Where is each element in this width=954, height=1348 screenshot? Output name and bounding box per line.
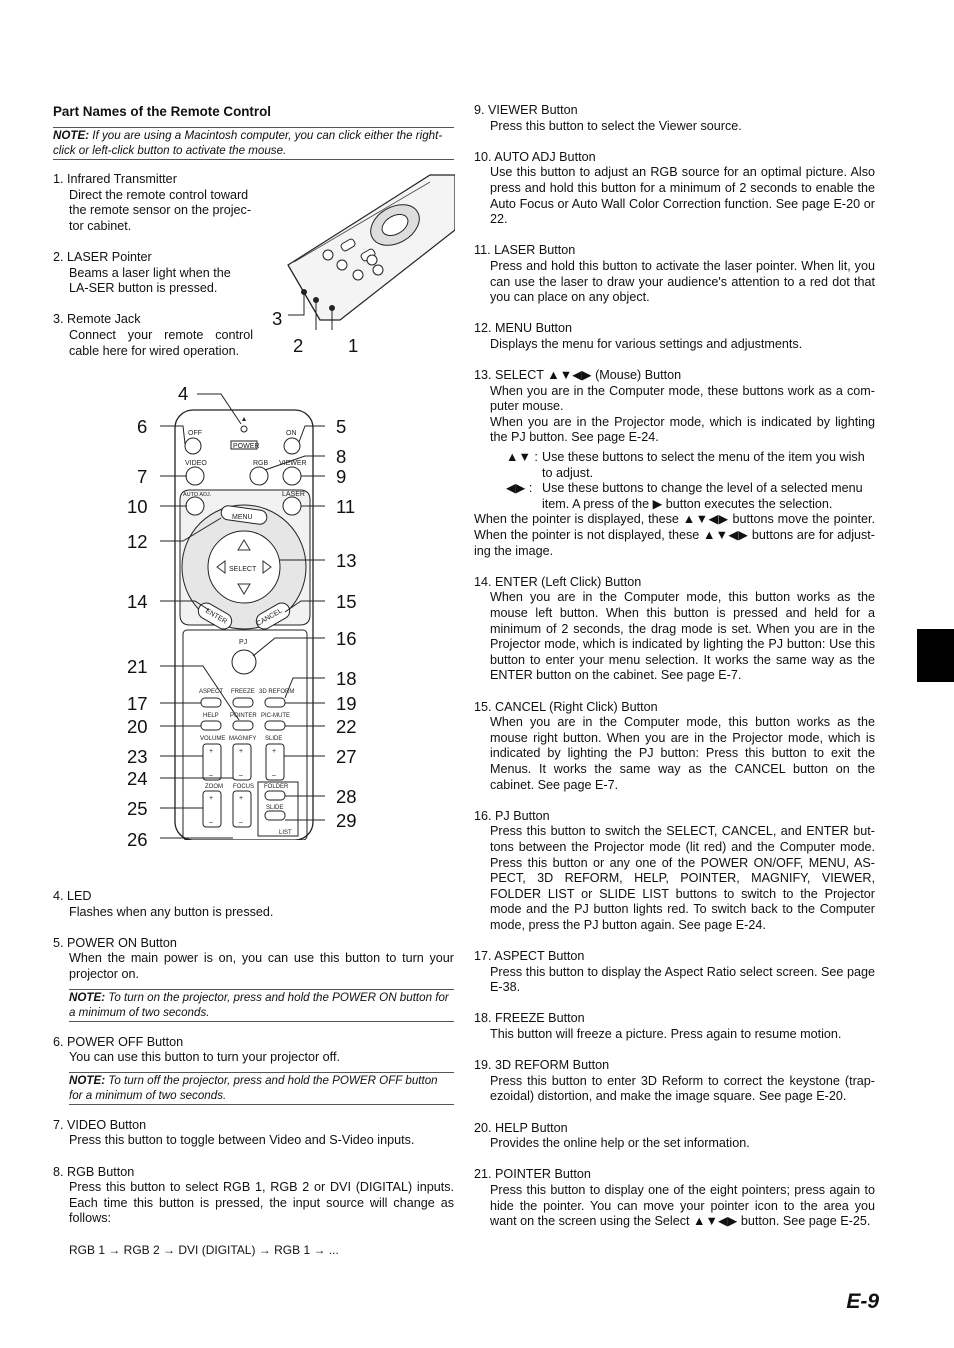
list-item bbox=[474, 1121, 875, 1152]
item-body: Press and hold this button to activate the laser pointer. When lit, you can use the laser to draw your audience's attention to a red dot that you can place on any object. bbox=[490, 258, 875, 305]
callout-2: 2 bbox=[293, 335, 304, 356]
item-body: Press this button to select RGB 1, RGB 2 or DVI (DIGITAL) inputs. Each time this button is pressed, the input source will change as follows: bbox=[69, 1180, 454, 1226]
list-item bbox=[474, 575, 875, 684]
list-item bbox=[474, 103, 875, 134]
item-body: Press this button to enter 3D Reform to correct the keystone (trap-ezoidal) distortion, and make the image square. See page E-20. bbox=[490, 1073, 875, 1104]
item-body: When you are in the Computer mode, this button works as the mouse right button. When you are in the Projector mode, which is indicated by lighting the PJ button: Press this button to exit the Menus. It works the same way as the CANCEL button on the cabinet. See page E-7. bbox=[490, 715, 875, 792]
sub-key: ▲▼ : bbox=[506, 450, 538, 465]
callout-10: 10 bbox=[127, 496, 148, 517]
section-tab bbox=[917, 629, 954, 682]
callout-7: 7 bbox=[137, 466, 148, 487]
remote-label-aspect: ASPECT bbox=[199, 689, 224, 695]
callout-24: 24 bbox=[127, 768, 148, 789]
item-body: Press this button to display one of the eight pointers; press again to hide the pointer. You can move your pointer icon to the area you want on the screen using the Select ▲▼◀▶ button. See page E-25. bbox=[490, 1182, 875, 1229]
list-item bbox=[53, 936, 454, 983]
list-item bbox=[474, 1011, 875, 1042]
part-list-right bbox=[474, 103, 875, 1245]
remote-label-off: OFF bbox=[188, 430, 202, 437]
callout-18: 18 bbox=[336, 668, 357, 689]
list-item bbox=[53, 1035, 454, 1066]
remote-label-zoom: ZOOM bbox=[205, 784, 223, 790]
plus-glyph: + bbox=[209, 795, 214, 802]
callout-26: 26 bbox=[127, 829, 148, 850]
remote-label-freeze: FREEZE bbox=[231, 689, 255, 695]
sub-text: Use these buttons to select the menu of the item you wish to adjust. bbox=[542, 450, 865, 480]
item-title: 20. HELP Button bbox=[474, 1120, 568, 1135]
callout-9: 9 bbox=[336, 466, 347, 487]
list-item bbox=[474, 1167, 875, 1229]
item-title: 15. CANCEL (Right Click) Button bbox=[474, 699, 658, 714]
remote-label-pointer: POINTER bbox=[230, 713, 257, 719]
minus-glyph: – bbox=[209, 819, 213, 826]
item-title: 9. VIEWER Button bbox=[474, 103, 578, 117]
list-item bbox=[53, 889, 454, 920]
item-title: 10. AUTO ADJ Button bbox=[474, 149, 596, 164]
item-title: 21. POINTER Button bbox=[474, 1167, 591, 1182]
section-heading: Part Names of the Remote Control bbox=[53, 104, 272, 119]
list-item bbox=[53, 1165, 454, 1227]
item-title: 14. ENTER (Left Click) Button bbox=[474, 574, 642, 589]
remote-label-viewer: VIEWER bbox=[279, 460, 307, 467]
callout-25: 25 bbox=[127, 798, 148, 819]
minus-glyph: – bbox=[239, 772, 243, 779]
page-number: E-9 bbox=[846, 1290, 879, 1313]
item-body: When you are in the Computer mode, this button works as the mouse left button. When this button is pressed and held for a minimum of 2 seconds, the drag mode is set. When you are in the Projector mode, which is indicated by lighting the PJ button: Use this button to enter your menu selection. It works the same way as the ENTER button on the cabinet. See page E-7. bbox=[490, 590, 875, 683]
callout-20: 20 bbox=[127, 716, 148, 737]
rgb-sequence: RGB 1 → RGB 2 → DVI (DIGITAL) → RGB 1 → ... bbox=[69, 1242, 339, 1257]
item-body: When the pointer is displayed, these ▲▼◀▶ buttons move the pointer. When the pointer is not displayed, these ▲▼◀▶ buttons are for adjust-ing the image. bbox=[474, 512, 875, 558]
note-text: If you are using a Macintosh computer, you can click either the right-click or left-click button to activate the mouse. bbox=[53, 129, 443, 157]
callout-29: 29 bbox=[336, 810, 357, 831]
list-item bbox=[53, 312, 253, 359]
list-item bbox=[474, 700, 875, 794]
part-list-bottom bbox=[53, 889, 454, 1259]
sub-text: Use these buttons to change the level of a selected menu item. A press of the ▶ button executes the selection. bbox=[542, 481, 863, 511]
callout-3: 3 bbox=[272, 308, 283, 329]
sub-item bbox=[474, 481, 875, 512]
callout-11: 11 bbox=[336, 496, 356, 517]
remote-label-auto-adj: AUTO ADJ. bbox=[183, 492, 212, 498]
callout-17: 17 bbox=[127, 693, 148, 714]
note-label: NOTE: bbox=[69, 1073, 106, 1087]
item-body: Direct the remote control toward the remote sensor on the projec-tor cabinet. bbox=[69, 187, 252, 233]
list-item bbox=[474, 1058, 875, 1105]
note-box bbox=[69, 989, 454, 1022]
top-note bbox=[53, 128, 454, 158]
list-item bbox=[474, 368, 875, 559]
item-title: 4. LED bbox=[53, 889, 92, 903]
remote-side-illustration bbox=[280, 170, 455, 330]
plus-glyph: + bbox=[239, 748, 244, 755]
remote-label-help: HELP bbox=[203, 713, 219, 719]
callout-6: 6 bbox=[137, 416, 148, 437]
note-label: NOTE: bbox=[53, 129, 90, 142]
item-title: 12. MENU Button bbox=[474, 321, 572, 336]
item-title: 11. LASER Button bbox=[474, 243, 576, 258]
divider bbox=[53, 159, 454, 160]
callout-8: 8 bbox=[336, 446, 347, 467]
item-body: Use this button to adjust an RGB source for an optimal picture. Also press and hold this button for a minimum of 2 seconds to enable the Auto Focus or Auto Wall Color Correction function. See page E-20 or 22. bbox=[490, 165, 875, 227]
item-body: Connect your remote control cable here for wired operation. bbox=[69, 327, 253, 358]
item-title: 17. ASPECT Button bbox=[474, 949, 585, 964]
item-body: This button will freeze a picture. Press again to resume motion. bbox=[490, 1027, 842, 1042]
item-body: When you are in the Computer mode, these buttons work as a com-puter mouse. bbox=[490, 383, 875, 414]
list-item bbox=[474, 243, 875, 305]
item-body: When you are in the Projector mode, which is indicated by lighting the PJ button. See page E-24. bbox=[490, 414, 875, 445]
plus-glyph: + bbox=[209, 748, 214, 755]
sub-key: ◀▶ : bbox=[506, 481, 533, 496]
item-title: 7. VIDEO Button bbox=[53, 1117, 147, 1132]
remote-front-illustration bbox=[125, 380, 365, 840]
item-body: Press this button to select the Viewer source. bbox=[490, 118, 742, 133]
list-item bbox=[474, 949, 875, 996]
remote-label-enter: ENTER bbox=[204, 607, 229, 626]
list-item bbox=[474, 150, 875, 228]
item-title: 18. FREEZE Button bbox=[474, 1011, 585, 1026]
minus-glyph: – bbox=[272, 772, 276, 779]
remote-label-list: LIST bbox=[279, 830, 292, 836]
callout-5: 5 bbox=[336, 416, 347, 437]
remote-label-3d-reform: 3D REFORM bbox=[259, 689, 295, 695]
item-title: 19. 3D REFORM Button bbox=[474, 1058, 610, 1073]
part-list-top bbox=[53, 172, 253, 375]
remote-label-on: ON bbox=[286, 430, 297, 437]
remote-label-pj: PJ bbox=[239, 639, 248, 646]
callout-19: 19 bbox=[336, 693, 357, 714]
callout-28: 28 bbox=[336, 786, 357, 807]
item-body: Flashes when any button is pressed. bbox=[69, 904, 274, 919]
remote-label-power: POWER bbox=[233, 443, 260, 450]
remote-label-volume: VOLUME bbox=[200, 736, 226, 742]
item-title: 1. Infrared Transmitter bbox=[53, 172, 177, 186]
remote-label-select: SELECT bbox=[229, 566, 257, 573]
callout-4: 4 bbox=[178, 383, 189, 404]
item-title: 2. LASER Pointer bbox=[53, 249, 152, 264]
note-box bbox=[69, 1072, 454, 1105]
remote-label-rgb: RGB bbox=[253, 460, 269, 467]
sub-item bbox=[474, 450, 875, 481]
list-item bbox=[53, 250, 253, 297]
remote-label-folder: FOLDER bbox=[264, 784, 289, 790]
remote-label-video: VIDEO bbox=[185, 460, 207, 467]
item-body: Press this button to display the Aspect Ratio select screen. See page E-38. bbox=[490, 964, 875, 995]
item-body: Press this button to toggle between Video and S-Video inputs. bbox=[69, 1133, 415, 1148]
callout-21: 21 bbox=[127, 656, 148, 677]
remote-label-cancel: CANCEL bbox=[255, 607, 284, 628]
item-title: 8. RGB Button bbox=[53, 1164, 135, 1179]
note-label: NOTE: bbox=[69, 990, 106, 1004]
callout-27: 27 bbox=[336, 746, 357, 767]
remote-label-menu: MENU bbox=[232, 514, 253, 521]
item-body: You can use this button to turn your projector off. bbox=[69, 1050, 340, 1065]
note-text: To turn on the projector, press and hold the POWER ON button for a minimum of two seconds. bbox=[69, 990, 449, 1019]
minus-glyph: – bbox=[209, 772, 213, 779]
remote-label-slide: SLIDE bbox=[265, 736, 283, 742]
callout-15: 15 bbox=[336, 591, 357, 612]
item-body: When the main power is on, you can use this button to turn your projector on. bbox=[69, 951, 454, 981]
item-body: Provides the online help or the set information. bbox=[490, 1136, 750, 1151]
plus-glyph: + bbox=[239, 795, 244, 802]
callout-22: 22 bbox=[336, 716, 357, 737]
remote-label-focus: FOCUS bbox=[233, 784, 254, 790]
remote-label-laser: LASER bbox=[282, 491, 305, 498]
callout-23: 23 bbox=[127, 746, 148, 767]
remote-label-magnify: MAGNIFY bbox=[229, 736, 257, 742]
callout-13: 13 bbox=[336, 550, 357, 571]
list-item bbox=[53, 1118, 454, 1149]
list-item bbox=[474, 809, 875, 934]
item-title: 13. SELECT ▲▼◀▶ (Mouse) Button bbox=[474, 368, 682, 383]
item-title: 6. POWER OFF Button bbox=[53, 1034, 184, 1049]
list-item bbox=[474, 321, 875, 352]
callout-12: 12 bbox=[127, 531, 148, 552]
item-title: 3. Remote Jack bbox=[53, 312, 141, 327]
item-body: Press this button to switch the SELECT, CANCEL, and ENTER but-tons between the Projector mode (lit red) and the Computer mode. Press this button or any one of the POWER ON/OFF, MENU, AS-PECT, 3D REFORM, HELP, POINTER, MAGNIFY, VIEWER, FOLDER LIST or SLIDE LIST buttons to switch to the Projector mode and the PJ button lights red. To switch back to the Computer mode, press the PJ button again. See page E-24. bbox=[490, 824, 875, 932]
minus-glyph: – bbox=[239, 819, 243, 826]
item-title: 16. PJ Button bbox=[474, 808, 550, 823]
callout-14: 14 bbox=[127, 591, 148, 612]
remote-label-pic-mute: PIC-MUTE bbox=[261, 713, 290, 719]
callout-16: 16 bbox=[336, 628, 357, 649]
plus-glyph: + bbox=[272, 748, 277, 755]
item-body: Beams a laser light when the LA-SER button is pressed. bbox=[69, 265, 231, 296]
list-item bbox=[53, 172, 253, 234]
note-text: To turn off the projector, press and hold the POWER OFF button for a minimum of two seconds. bbox=[69, 1073, 438, 1102]
item-title: 5. POWER ON Button bbox=[53, 935, 177, 950]
callout-1: 1 bbox=[348, 335, 359, 356]
item-body: Displays the menu for various settings and adjustments. bbox=[490, 336, 803, 351]
remote-label-slide-list: SLIDE bbox=[266, 805, 284, 811]
